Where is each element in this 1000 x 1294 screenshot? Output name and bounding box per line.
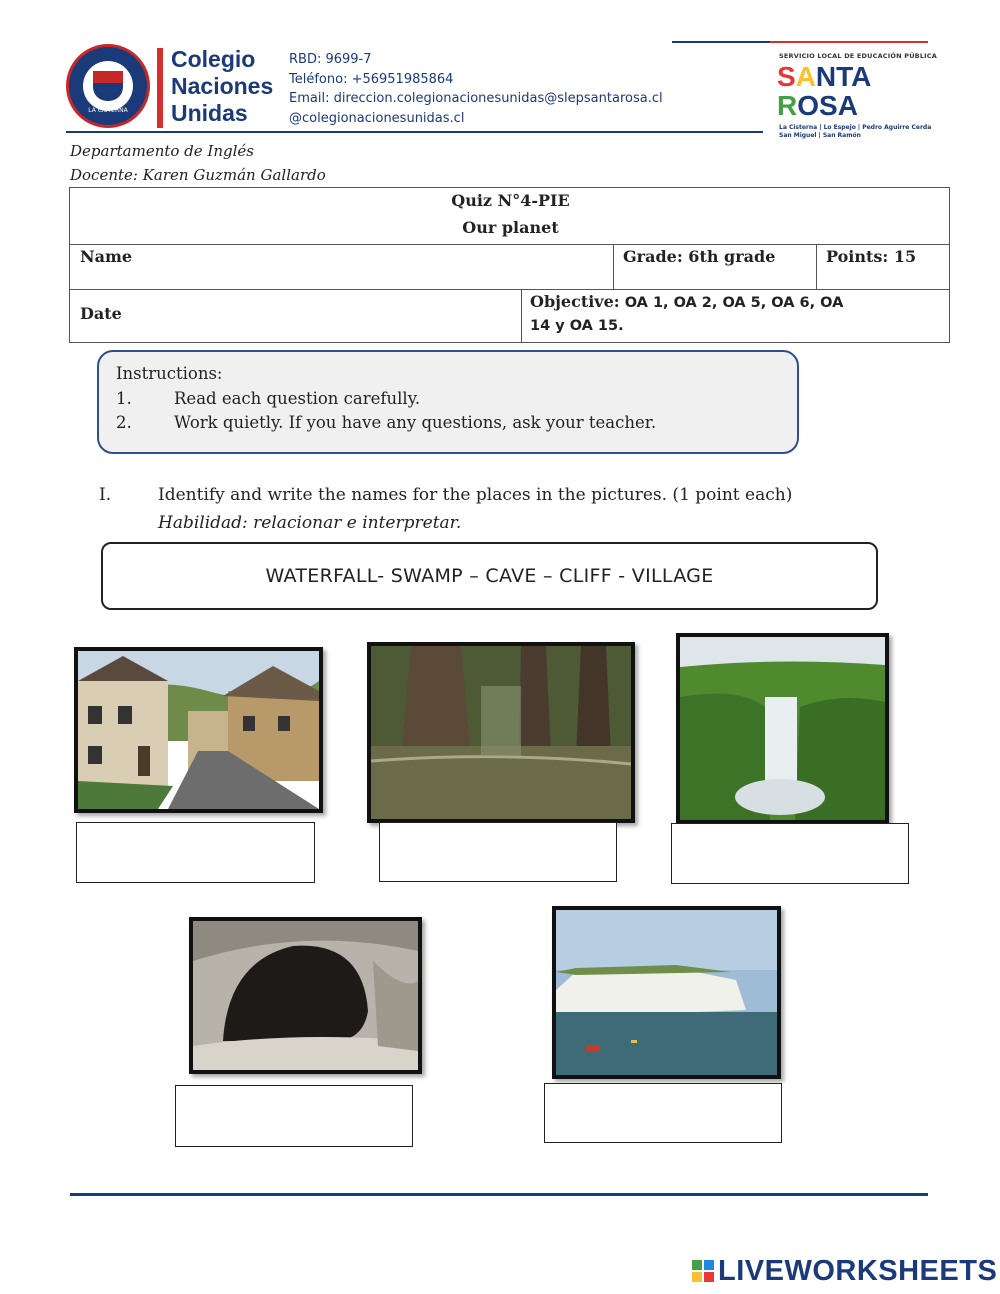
swamp-photo	[367, 642, 635, 823]
logo-letter: R	[777, 90, 798, 121]
school-name-line-1: Colegio	[171, 46, 256, 72]
instructions-box	[97, 350, 799, 454]
teacher-text: Docente: Karen Guzmán Gallardo	[70, 166, 326, 184]
department-text: Departamento de Inglés	[70, 142, 254, 160]
email-text: Email: direccion.colegionacionesunidas@slepsantarosa.cl	[289, 91, 663, 106]
communes-line-2: San Miguel | San Ramón	[779, 132, 861, 139]
points-label: Points: 15	[826, 247, 917, 266]
table-divider	[613, 244, 614, 289]
logo-letters: OSA	[797, 90, 858, 121]
answer-box-village[interactable]	[76, 822, 315, 883]
liveworksheets-icon	[692, 1260, 714, 1282]
date-label: Date	[80, 304, 122, 323]
word-bank: WATERFALL- SWAMP – CAVE – CLIFF - VILLAGE	[101, 542, 878, 610]
logo-letters: NTA	[815, 61, 872, 92]
santa-rosa-logo	[777, 62, 871, 120]
waterfall-photo	[676, 633, 889, 824]
instruction-number: 2.	[116, 413, 132, 432]
instruction-text: Work quietly. If you have any questions, ask your teacher.	[174, 413, 657, 432]
social-handle: @colegionacionesunidas.cl	[289, 110, 465, 126]
waterfall-image	[680, 637, 885, 820]
rbd-text: RBD: 9699-7	[289, 52, 372, 67]
answer-box-cliff[interactable]	[544, 1083, 782, 1143]
crest-ring-text: LA CISTERNA	[88, 107, 128, 114]
school-crest-logo	[66, 44, 150, 128]
question-skill: Habilidad: relacionar e interpretar.	[158, 513, 462, 533]
crest-inner	[83, 61, 133, 111]
objective-label: Objective:	[530, 292, 620, 311]
village-image	[78, 651, 319, 809]
logo-letter: S	[777, 61, 796, 92]
cliff-image	[556, 910, 777, 1075]
school-name-line-2: Naciones	[171, 73, 274, 99]
objective-value: OA 1, OA 2, OA 5, OA 6, OA	[619, 295, 844, 311]
cave-image	[193, 921, 418, 1070]
logo-letter: A	[795, 61, 816, 92]
crest-shield-icon	[93, 71, 123, 101]
logo-divider	[157, 48, 163, 128]
table-divider	[70, 289, 949, 290]
quiz-title: Quiz N°4-PIE	[451, 191, 570, 210]
header-underline	[66, 131, 763, 133]
contact-info	[289, 50, 663, 128]
table-divider	[816, 244, 817, 289]
cave-photo	[189, 917, 422, 1074]
table-divider	[521, 289, 522, 343]
quiz-topic: Our planet	[462, 218, 559, 237]
answer-box-swamp[interactable]	[379, 822, 617, 882]
question-text: Identify and write the names for the places in the pictures. (1 point each)	[158, 485, 793, 505]
liveworksheets-text: LIVEWORKSHEETS	[718, 1255, 998, 1287]
slep-communes	[779, 124, 939, 140]
instructions-title: Instructions:	[116, 364, 223, 383]
objective-value-2: 14 y OA 15.	[530, 318, 624, 334]
quiz-info-table	[69, 187, 950, 343]
liveworksheets-logo[interactable]	[692, 1255, 997, 1288]
communes-line-1: La Cisterna | Lo Espejo | Pedro Aguirre Cerda	[779, 124, 932, 131]
name-label: Name	[80, 247, 133, 266]
cliff-photo	[552, 906, 781, 1079]
objective	[530, 292, 843, 311]
question-number: I.	[99, 485, 112, 505]
answer-box-waterfall[interactable]	[671, 823, 909, 884]
answer-box-cave[interactable]	[175, 1085, 413, 1147]
phone-text: Teléfono: +56951985864	[289, 71, 454, 87]
school-name-line-3: Unidas	[171, 100, 248, 126]
swamp-image	[371, 646, 631, 819]
table-divider	[70, 244, 949, 245]
instruction-text: Read each question carefully.	[174, 389, 421, 408]
header-top-line-red	[770, 41, 928, 43]
grade-label: Grade: 6th grade	[623, 247, 776, 266]
school-name	[171, 46, 291, 127]
slep-caption: SERVICIO LOCAL DE EDUCACIÓN PÚBLICA	[779, 52, 937, 60]
village-photo	[74, 647, 323, 813]
instruction-number: 1.	[116, 389, 132, 408]
footer-line	[70, 1193, 928, 1196]
